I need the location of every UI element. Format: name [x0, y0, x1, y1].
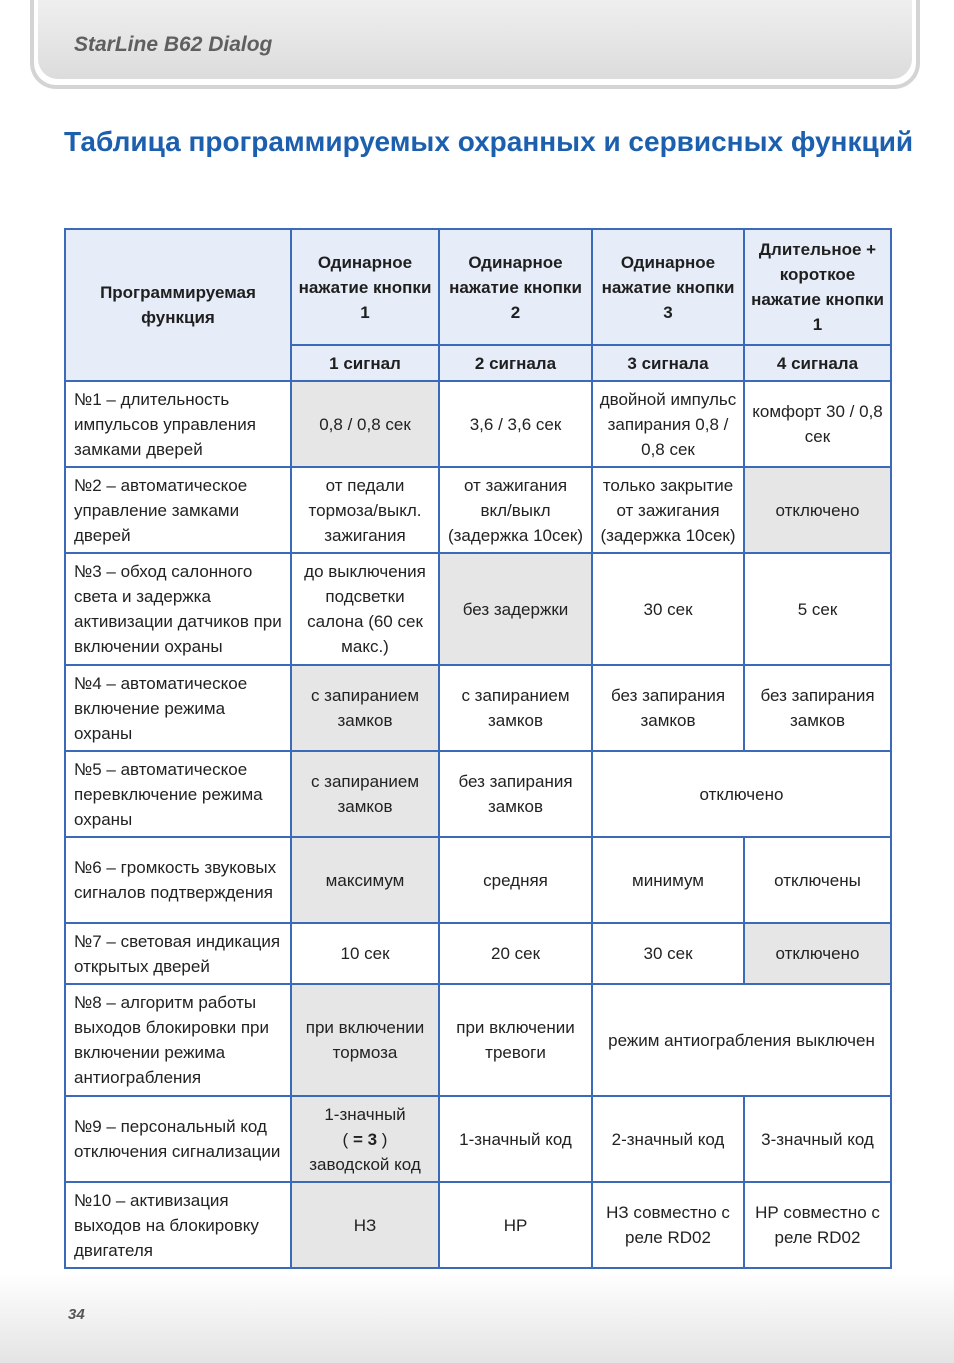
- value-cell: 5 сек: [744, 553, 891, 665]
- value-cell: с запиранием замков: [439, 665, 592, 751]
- table-row: [65, 837, 891, 923]
- value-cell: 1-значный код: [439, 1096, 592, 1182]
- header-band: [38, 0, 912, 79]
- value-cell: отключены: [744, 837, 891, 923]
- value-cell: без запирания замков: [744, 665, 891, 751]
- value-cell: отключено: [744, 467, 891, 553]
- value-cell: НЗ совместно с реле RD02: [592, 1182, 744, 1268]
- function-label: №1 – длительность импульсов управления замками дверей: [65, 381, 291, 467]
- value-cell: без запирания замков: [439, 751, 592, 837]
- value-cell: при включении тревоги: [439, 984, 592, 1096]
- column-header-button3: Одинарное нажатие кнопки 3: [592, 229, 744, 345]
- value-cell: при включении тормоза: [291, 984, 439, 1096]
- value-cell: с запиранием замков: [291, 751, 439, 837]
- value-cell: отключено: [744, 923, 891, 984]
- value-cell: 2-значный код: [592, 1096, 744, 1182]
- page-number: 34: [68, 1306, 85, 1323]
- value-cell: от зажигания вкл/выкл (задержка 10сек): [439, 467, 592, 553]
- signal-3: 3 сигнала: [592, 345, 744, 381]
- default-code: = 3: [352, 1129, 378, 1149]
- value-cell: НЗ: [291, 1182, 439, 1268]
- value-cell: комфорт 30 / 0,8 сек: [744, 381, 891, 467]
- function-label: №9 – персональный код отключения сигнализации: [65, 1096, 291, 1182]
- function-label: №2 – автоматическое управление замками дверей: [65, 467, 291, 553]
- value-cell: 30 сек: [592, 553, 744, 665]
- value-cell: 3-значный код: [744, 1096, 891, 1182]
- function-label: №7 – световая индикация открытых дверей: [65, 923, 291, 984]
- functions-table: [64, 228, 892, 1269]
- table-row: [65, 665, 891, 751]
- table-row: [65, 1096, 891, 1182]
- value-cell: до выключения подсветки салона (60 сек макс.): [291, 553, 439, 665]
- table-row: [65, 984, 891, 1096]
- paren-close: ): [381, 1129, 388, 1149]
- column-header-button1: Одинарное нажатие кнопки 1: [291, 229, 439, 345]
- column-header-button1-long: Длительное + короткое нажатие кнопки 1: [744, 229, 891, 345]
- table-row: [65, 923, 891, 984]
- table-row: [65, 467, 891, 553]
- default-code-line: [298, 1127, 432, 1152]
- value-cell: 20 сек: [439, 923, 592, 984]
- page-title: Таблица программируемых охранных и сервисных функций: [64, 126, 914, 157]
- signal-2: 2 сигнала: [439, 345, 592, 381]
- value-cell: 10 сек: [291, 923, 439, 984]
- table-row: [65, 751, 891, 837]
- header-frame: [30, 0, 920, 89]
- paren-open: (: [342, 1129, 349, 1149]
- value-cell: с запиранием замков: [291, 665, 439, 751]
- footer-band: [0, 1272, 954, 1363]
- value-cell: режим антиограбления выключен: [592, 984, 891, 1096]
- value-cell: минимум: [592, 837, 744, 923]
- value-cell: без задержки: [439, 553, 592, 665]
- value-cell: максимум: [291, 837, 439, 923]
- value-cell: только закрытие от зажигания (задержка 10сек): [592, 467, 744, 553]
- header-title: StarLine B62 Dialog: [74, 33, 273, 56]
- value-cell: 0,8 / 0,8 сек: [291, 381, 439, 467]
- signal-1: 1 сигнал: [291, 345, 439, 381]
- default-code-note: заводской код: [309, 1154, 421, 1174]
- function-label: №8 – алгоритм работы выходов блокировки при включении режима антиограбления: [65, 984, 291, 1096]
- table-header-row: [65, 229, 891, 345]
- value-cell: средняя: [439, 837, 592, 923]
- function-label: №4 – автоматическое включение режима охраны: [65, 665, 291, 751]
- func-column-header: Программируемая функция: [65, 229, 291, 381]
- value-line: 1-значный: [324, 1104, 406, 1124]
- value-cell: НР совместно с реле RD02: [744, 1182, 891, 1268]
- function-label: №3 – обход салонного света и задержка активизации датчиков при включении охраны: [65, 553, 291, 665]
- value-cell: отключено: [592, 751, 891, 837]
- value-cell: без запирания замков: [592, 665, 744, 751]
- column-header-button2: Одинарное нажатие кнопки 2: [439, 229, 592, 345]
- table-row: [65, 1182, 891, 1268]
- function-label: №5 – автоматическое перевключение режима охраны: [65, 751, 291, 837]
- table-row: [65, 381, 891, 467]
- value-cell: двойной импульс запирания 0,8 / 0,8 сек: [592, 381, 744, 467]
- function-label: №10 – активизация выходов на блокировку двигателя: [65, 1182, 291, 1268]
- value-cell-default-code: [291, 1096, 439, 1182]
- value-cell: 3,6 / 3,6 сек: [439, 381, 592, 467]
- table-row: [65, 553, 891, 665]
- value-cell: от педали тормоза/выкл. зажигания: [291, 467, 439, 553]
- signal-4: 4 сигнала: [744, 345, 891, 381]
- value-cell: НР: [439, 1182, 592, 1268]
- function-label: №6 – громкость звуковых сигналов подтверждения: [65, 837, 291, 923]
- value-cell: 30 сек: [592, 923, 744, 984]
